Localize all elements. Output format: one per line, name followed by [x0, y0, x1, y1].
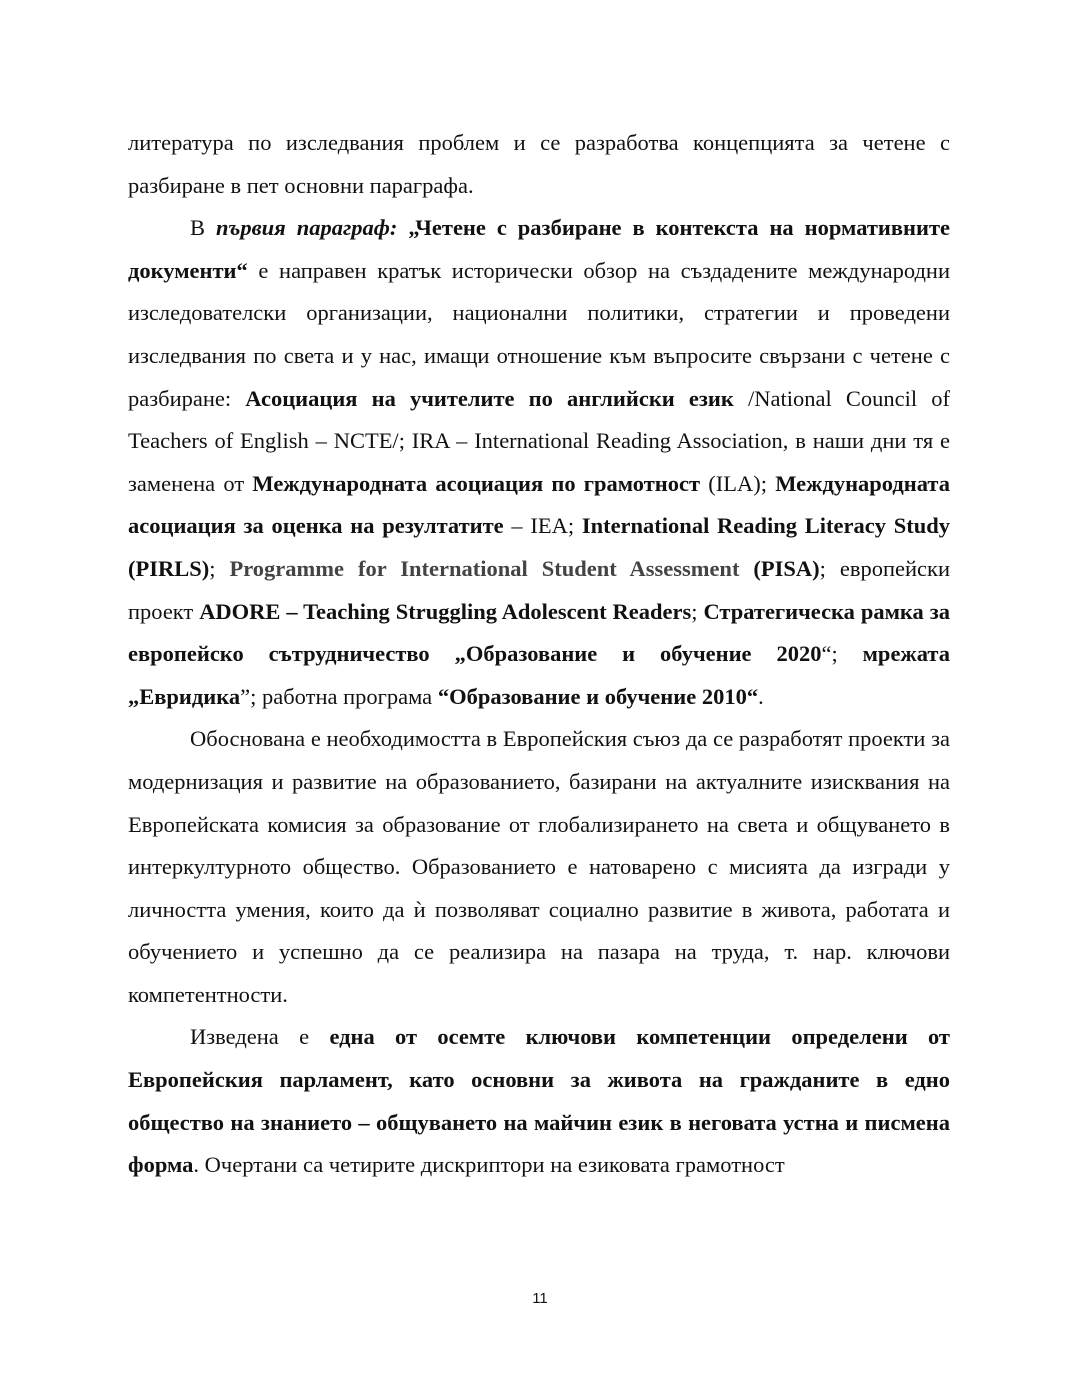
framework-name: Стратегическа рамка за европейско сътрудничество „Образование и обучение 2020: [128, 598, 950, 667]
text-run: [739, 556, 753, 581]
text-run: . Очертани са четирите дискриптори на езиковата грамотност: [193, 1152, 785, 1178]
intro-text: литература по изследвания проблем и се разработва концепцията за четене с разбиране в пет основни параграфа.: [128, 130, 950, 198]
text-run: ;: [691, 598, 704, 624]
study-name: International Reading Literacy Study (PIRLS): [128, 513, 950, 581]
text-run: “;: [821, 641, 863, 667]
text-run: ;: [209, 555, 230, 581]
text-run: – IEA;: [503, 513, 582, 539]
organization-name: Международната асоциация по грамотност: [252, 470, 701, 496]
programme-name: Programme for International Student Assessment: [229, 555, 740, 581]
programme-acronym: (PISA): [753, 555, 820, 581]
text-run: В: [190, 215, 216, 241]
organization-name: Международната асоциация за оценка на резултатите: [128, 470, 950, 539]
text-run: /National Council of Teachers of English – NCTE/; IRA – International Reading Association, в наши дни тя е заменена от: [128, 385, 950, 496]
paragraph-eu-education: [128, 718, 950, 1016]
paragraph-first-section: [128, 207, 950, 718]
page-number: 11: [532, 1290, 548, 1307]
text-run: Обоснована е необходимостта в Европейския съюз да се разработят проекти за модернизация и развитие на образованието, базирани на актуалните изисквания на Европейската комисия за образование от глобализирането на света и общуването в интеркултурното общество. Образованието е натоварено с мисията да изгради у личността умения, които да ѝ позволяват социално развитие в живота, работата и обучението и успешно да се реализира на пазара на труда, т. нар. ключови компетентности.: [128, 726, 950, 1007]
document-page: [128, 122, 950, 1187]
organization-name: Асоциация на учителите по английски език: [245, 385, 734, 411]
network-name: мрежата „Евридика: [128, 641, 950, 709]
section-label: първия параграф:: [215, 215, 398, 241]
paragraph-intro: [128, 122, 950, 207]
text-run: ; европейски проект: [128, 555, 950, 624]
paragraph-key-competence: [128, 1016, 950, 1186]
programme-name: “Образование и обучение 2010“: [437, 683, 759, 709]
text-run: .: [758, 683, 764, 709]
key-competence-text: една от осемте ключови компетенции определени от Европейския парламент, като основни за живота на гражданите в едно общество на знанието – общуването на майчин език в неговата устна и писмена форма: [128, 1024, 950, 1178]
text-run: (ILA);: [700, 470, 776, 496]
project-name: ADORE – Teaching Struggling Adolescent Readers: [199, 598, 692, 624]
text-run: Изведена е: [190, 1024, 330, 1050]
section-title: „Четене с разбиране в контекста на нормативните документи“: [128, 215, 951, 283]
text-run: ”; работна програма: [240, 683, 438, 709]
text-run: е направен кратък исторически обзор на създадените международни изследователски организации, национални политики, стратегии и проведени изследвания по света и у нас, имащи отношение към въпросите свързани с четене с разбиране:: [128, 257, 950, 411]
